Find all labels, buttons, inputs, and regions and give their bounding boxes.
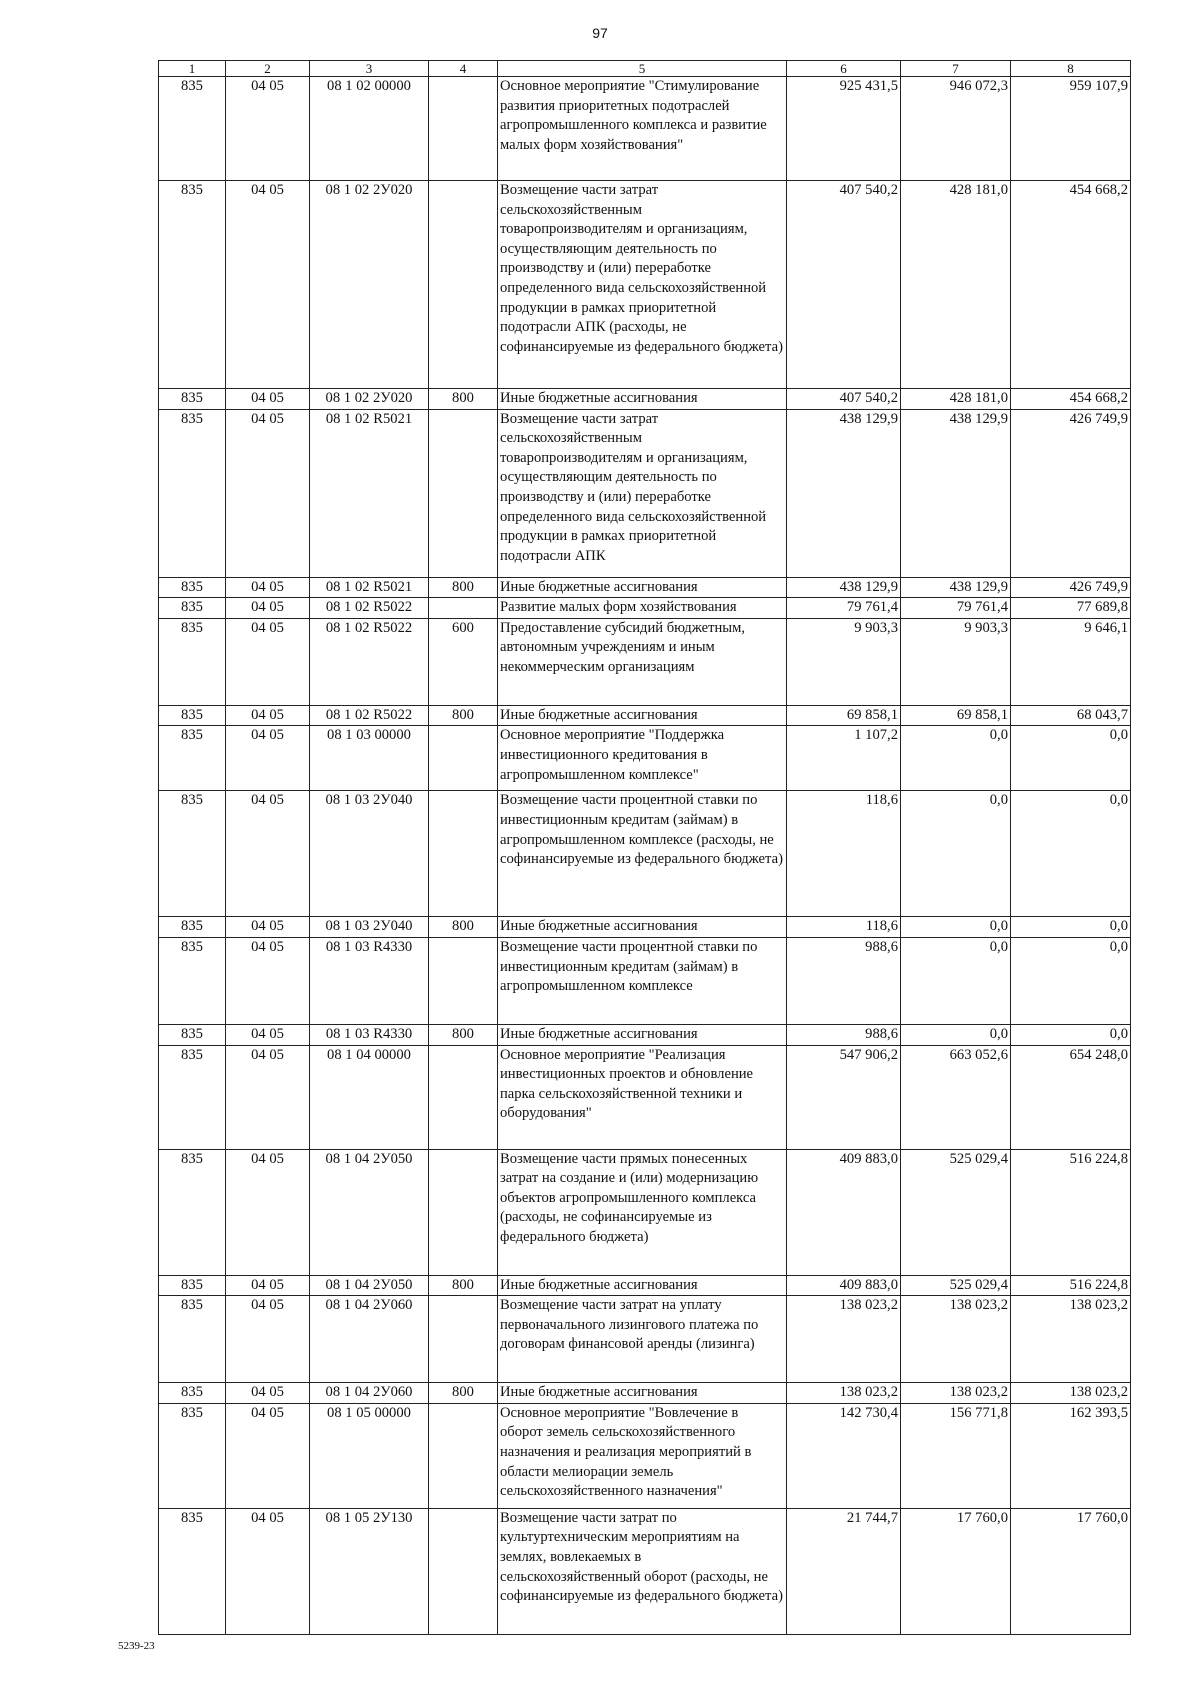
cell-target-article: 08 1 02 R5022: [310, 705, 429, 726]
table-row: [159, 726, 1131, 791]
cell-expense-type: [429, 77, 498, 181]
cell-amount-year-2: 0,0: [901, 726, 1011, 791]
cell-description: Иные бюджетные ассигнования: [498, 705, 787, 726]
cell-section: 04 05: [226, 77, 310, 181]
header-col-1: 1: [159, 61, 226, 77]
cell-amount-year-1: 407 540,2: [787, 181, 901, 389]
cell-description: Возмещение части процентной ставки по инвестиционным кредитам (займам) в агропромышленном комплексе: [498, 937, 787, 1024]
table-row: [159, 1403, 1131, 1508]
table-row: [159, 1508, 1131, 1634]
cell-section: 04 05: [226, 598, 310, 619]
cell-admin-code: 835: [159, 618, 226, 705]
cell-amount-year-2: 525 029,4: [901, 1275, 1011, 1296]
cell-admin-code: 835: [159, 917, 226, 938]
cell-description: Основное мероприятие "Вовлечение в оборот земель сельскохозяйственного назначения и реализация мероприятий в области мелиорации земель сельскохозяйственного назначения": [498, 1403, 787, 1508]
cell-section: 04 05: [226, 389, 310, 410]
cell-description: Возмещение части затрат сельскохозяйственным товаропроизводителям и организациям, осуществляющим деятельность по производству и (или) переработке определенного вида сельскохозяйственной продукции в рамках приоритетной подотрасли АПК: [498, 409, 787, 577]
cell-expense-type: 800: [429, 705, 498, 726]
cell-description: Возмещение части процентной ставки по инвестиционным кредитам (займам) в агропромышленном комплексе (расходы, не софинансируемые из федерального бюджета): [498, 791, 787, 917]
cell-section: 04 05: [226, 577, 310, 598]
cell-amount-year-3: 426 749,9: [1011, 577, 1131, 598]
document-code: 5239-23: [118, 1640, 155, 1652]
cell-amount-year-3: 516 224,8: [1011, 1275, 1131, 1296]
cell-amount-year-1: 925 431,5: [787, 77, 901, 181]
cell-admin-code: 835: [159, 937, 226, 1024]
cell-description: Возмещение части затрат по культуртехническим мероприятиям на землях, вовлекаемых в сельскохозяйственный оборот (расходы, не софинансируемые из федерального бюджета): [498, 1508, 787, 1634]
cell-admin-code: 835: [159, 726, 226, 791]
cell-amount-year-2: 0,0: [901, 917, 1011, 938]
cell-amount-year-2: 79 761,4: [901, 598, 1011, 619]
cell-description: Предоставление субсидий бюджетным, автономным учреждениям и иным некоммерческим организациям: [498, 618, 787, 705]
table-row: [159, 791, 1131, 917]
table-row: [159, 409, 1131, 577]
cell-amount-year-1: 69 858,1: [787, 705, 901, 726]
cell-expense-type: [429, 598, 498, 619]
cell-amount-year-1: 142 730,4: [787, 1403, 901, 1508]
cell-admin-code: 835: [159, 577, 226, 598]
cell-target-article: 08 1 04 2У050: [310, 1275, 429, 1296]
cell-target-article: 08 1 03 2У040: [310, 917, 429, 938]
cell-amount-year-1: 138 023,2: [787, 1296, 901, 1383]
header-col-3: 3: [310, 61, 429, 77]
cell-target-article: 08 1 04 2У060: [310, 1383, 429, 1404]
cell-admin-code: 835: [159, 1024, 226, 1045]
header-row: [159, 61, 1131, 77]
cell-amount-year-3: 68 043,7: [1011, 705, 1131, 726]
cell-admin-code: 835: [159, 181, 226, 389]
cell-target-article: 08 1 02 R5021: [310, 577, 429, 598]
cell-amount-year-3: 654 248,0: [1011, 1045, 1131, 1149]
cell-amount-year-1: 79 761,4: [787, 598, 901, 619]
cell-expense-type: [429, 937, 498, 1024]
cell-section: 04 05: [226, 705, 310, 726]
cell-amount-year-1: 138 023,2: [787, 1383, 901, 1404]
cell-admin-code: 835: [159, 409, 226, 577]
cell-description: Развитие малых форм хозяйствования: [498, 598, 787, 619]
cell-amount-year-2: 438 129,9: [901, 577, 1011, 598]
table-row: [159, 1296, 1131, 1383]
cell-admin-code: 835: [159, 598, 226, 619]
cell-description: Основное мероприятие "Реализация инвестиционных проектов и обновление парка сельскохозяйственной техники и оборудования": [498, 1045, 787, 1149]
cell-admin-code: 835: [159, 77, 226, 181]
table-row: [159, 917, 1131, 938]
cell-admin-code: 835: [159, 1296, 226, 1383]
cell-amount-year-1: 118,6: [787, 917, 901, 938]
cell-expense-type: 800: [429, 1275, 498, 1296]
cell-section: 04 05: [226, 726, 310, 791]
cell-amount-year-2: 156 771,8: [901, 1403, 1011, 1508]
cell-admin-code: 835: [159, 1383, 226, 1404]
cell-section: 04 05: [226, 1296, 310, 1383]
cell-amount-year-3: 0,0: [1011, 917, 1131, 938]
budget-table: [158, 60, 1131, 1635]
table-row: [159, 705, 1131, 726]
cell-target-article: 08 1 02 2У020: [310, 389, 429, 410]
page-number: 97: [592, 25, 608, 41]
cell-amount-year-1: 438 129,9: [787, 577, 901, 598]
cell-amount-year-2: 138 023,2: [901, 1383, 1011, 1404]
cell-description: Возмещение части затрат сельскохозяйственным товаропроизводителям и организациям, осуществляющим деятельность по производству и (или) переработке определенного вида сельскохозяйственной продукции в рамках приоритетной подотрасли АПК (расходы, не софинансируемые из федерального бюджета): [498, 181, 787, 389]
cell-admin-code: 835: [159, 705, 226, 726]
cell-section: 04 05: [226, 1403, 310, 1508]
cell-target-article: 08 1 02 00000: [310, 77, 429, 181]
table-row: [159, 1383, 1131, 1404]
cell-description: Возмещение части прямых понесенных затрат на создание и (или) модернизацию объектов агропромышленного комплекса (расходы, не софинансируемые из федерального бюджета): [498, 1149, 787, 1275]
cell-amount-year-3: 516 224,8: [1011, 1149, 1131, 1275]
cell-amount-year-3: 454 668,2: [1011, 389, 1131, 410]
cell-amount-year-2: 0,0: [901, 937, 1011, 1024]
cell-section: 04 05: [226, 1275, 310, 1296]
table-row: [159, 389, 1131, 410]
cell-target-article: 08 1 05 00000: [310, 1403, 429, 1508]
cell-amount-year-3: 9 646,1: [1011, 618, 1131, 705]
cell-target-article: 08 1 04 2У050: [310, 1149, 429, 1275]
cell-description: Иные бюджетные ассигнования: [498, 577, 787, 598]
table-row: [159, 77, 1131, 181]
cell-expense-type: 800: [429, 1024, 498, 1045]
cell-section: 04 05: [226, 917, 310, 938]
cell-amount-year-2: 0,0: [901, 1024, 1011, 1045]
cell-amount-year-1: 988,6: [787, 1024, 901, 1045]
cell-admin-code: 835: [159, 1275, 226, 1296]
cell-target-article: 08 1 02 R5021: [310, 409, 429, 577]
cell-section: 04 05: [226, 618, 310, 705]
cell-admin-code: 835: [159, 1403, 226, 1508]
cell-amount-year-1: 21 744,7: [787, 1508, 901, 1634]
header-col-8: 8: [1011, 61, 1131, 77]
table-row: [159, 598, 1131, 619]
cell-expense-type: [429, 1149, 498, 1275]
cell-target-article: 08 1 04 2У060: [310, 1296, 429, 1383]
cell-amount-year-2: 946 072,3: [901, 77, 1011, 181]
cell-target-article: 08 1 03 R4330: [310, 1024, 429, 1045]
cell-amount-year-3: 0,0: [1011, 726, 1131, 791]
cell-expense-type: [429, 791, 498, 917]
cell-amount-year-2: 0,0: [901, 791, 1011, 917]
cell-target-article: 08 1 03 R4330: [310, 937, 429, 1024]
cell-expense-type: [429, 1508, 498, 1634]
cell-expense-type: 800: [429, 917, 498, 938]
cell-description: Иные бюджетные ассигнования: [498, 389, 787, 410]
cell-target-article: 08 1 02 2У020: [310, 181, 429, 389]
cell-admin-code: 835: [159, 389, 226, 410]
cell-description: Основное мероприятие "Стимулирование развития приоритетных подотраслей агропромышленного комплекса и развитие малых форм хозяйствования": [498, 77, 787, 181]
cell-amount-year-1: 409 883,0: [787, 1275, 901, 1296]
table-row: [159, 577, 1131, 598]
cell-expense-type: 800: [429, 389, 498, 410]
table-row: [159, 1149, 1131, 1275]
cell-description: Основное мероприятие "Поддержка инвестиционного кредитования в агропромышленном комплексе": [498, 726, 787, 791]
table-row: [159, 937, 1131, 1024]
cell-admin-code: 835: [159, 1045, 226, 1149]
cell-expense-type: [429, 1403, 498, 1508]
cell-expense-type: [429, 181, 498, 389]
cell-amount-year-2: 428 181,0: [901, 181, 1011, 389]
cell-expense-type: 800: [429, 577, 498, 598]
cell-admin-code: 835: [159, 791, 226, 917]
cell-description: Иные бюджетные ассигнования: [498, 917, 787, 938]
cell-amount-year-1: 438 129,9: [787, 409, 901, 577]
cell-expense-type: [429, 1045, 498, 1149]
cell-section: 04 05: [226, 1149, 310, 1275]
cell-amount-year-3: 138 023,2: [1011, 1383, 1131, 1404]
header-col-4: 4: [429, 61, 498, 77]
cell-amount-year-1: 547 906,2: [787, 1045, 901, 1149]
table-row: [159, 1275, 1131, 1296]
cell-description: Иные бюджетные ассигнования: [498, 1275, 787, 1296]
table-body: [159, 77, 1131, 1635]
cell-amount-year-2: 663 052,6: [901, 1045, 1011, 1149]
cell-amount-year-2: 138 023,2: [901, 1296, 1011, 1383]
cell-amount-year-1: 407 540,2: [787, 389, 901, 410]
cell-section: 04 05: [226, 1024, 310, 1045]
cell-target-article: 08 1 02 R5022: [310, 598, 429, 619]
cell-expense-type: [429, 409, 498, 577]
cell-amount-year-2: 69 858,1: [901, 705, 1011, 726]
cell-admin-code: 835: [159, 1149, 226, 1275]
cell-amount-year-1: 118,6: [787, 791, 901, 917]
cell-amount-year-3: 0,0: [1011, 1024, 1131, 1045]
table-row: [159, 618, 1131, 705]
cell-amount-year-1: 409 883,0: [787, 1149, 901, 1275]
header-col-6: 6: [787, 61, 901, 77]
cell-amount-year-2: 17 760,0: [901, 1508, 1011, 1634]
cell-target-article: 08 1 05 2У130: [310, 1508, 429, 1634]
cell-description: Иные бюджетные ассигнования: [498, 1383, 787, 1404]
cell-amount-year-3: 959 107,9: [1011, 77, 1131, 181]
cell-amount-year-3: 0,0: [1011, 791, 1131, 917]
cell-admin-code: 835: [159, 1508, 226, 1634]
cell-section: 04 05: [226, 791, 310, 917]
cell-amount-year-3: 138 023,2: [1011, 1296, 1131, 1383]
cell-amount-year-1: 9 903,3: [787, 618, 901, 705]
cell-section: 04 05: [226, 1508, 310, 1634]
cell-expense-type: 600: [429, 618, 498, 705]
header-col-2: 2: [226, 61, 310, 77]
cell-target-article: 08 1 04 00000: [310, 1045, 429, 1149]
cell-amount-year-2: 525 029,4: [901, 1149, 1011, 1275]
cell-section: 04 05: [226, 1383, 310, 1404]
cell-amount-year-2: 428 181,0: [901, 389, 1011, 410]
cell-amount-year-3: 162 393,5: [1011, 1403, 1131, 1508]
cell-target-article: 08 1 03 2У040: [310, 791, 429, 917]
cell-amount-year-3: 454 668,2: [1011, 181, 1131, 389]
table-row: [159, 1024, 1131, 1045]
header-col-7: 7: [901, 61, 1011, 77]
cell-expense-type: 800: [429, 1383, 498, 1404]
cell-amount-year-2: 9 903,3: [901, 618, 1011, 705]
cell-target-article: 08 1 02 R5022: [310, 618, 429, 705]
cell-amount-year-3: 77 689,8: [1011, 598, 1131, 619]
table-row: [159, 1045, 1131, 1149]
cell-expense-type: [429, 726, 498, 791]
cell-section: 04 05: [226, 409, 310, 577]
cell-amount-year-1: 988,6: [787, 937, 901, 1024]
cell-amount-year-3: 0,0: [1011, 937, 1131, 1024]
header-col-5: 5: [498, 61, 787, 77]
cell-section: 04 05: [226, 1045, 310, 1149]
cell-amount-year-1: 1 107,2: [787, 726, 901, 791]
cell-amount-year-2: 438 129,9: [901, 409, 1011, 577]
cell-amount-year-3: 17 760,0: [1011, 1508, 1131, 1634]
cell-expense-type: [429, 1296, 498, 1383]
cell-target-article: 08 1 03 00000: [310, 726, 429, 791]
table-row: [159, 181, 1131, 389]
cell-amount-year-3: 426 749,9: [1011, 409, 1131, 577]
cell-section: 04 05: [226, 181, 310, 389]
cell-description: Возмещение части затрат на уплату первоначального лизингового платежа по договорам финансовой аренды (лизинга): [498, 1296, 787, 1383]
cell-section: 04 05: [226, 937, 310, 1024]
cell-description: Иные бюджетные ассигнования: [498, 1024, 787, 1045]
